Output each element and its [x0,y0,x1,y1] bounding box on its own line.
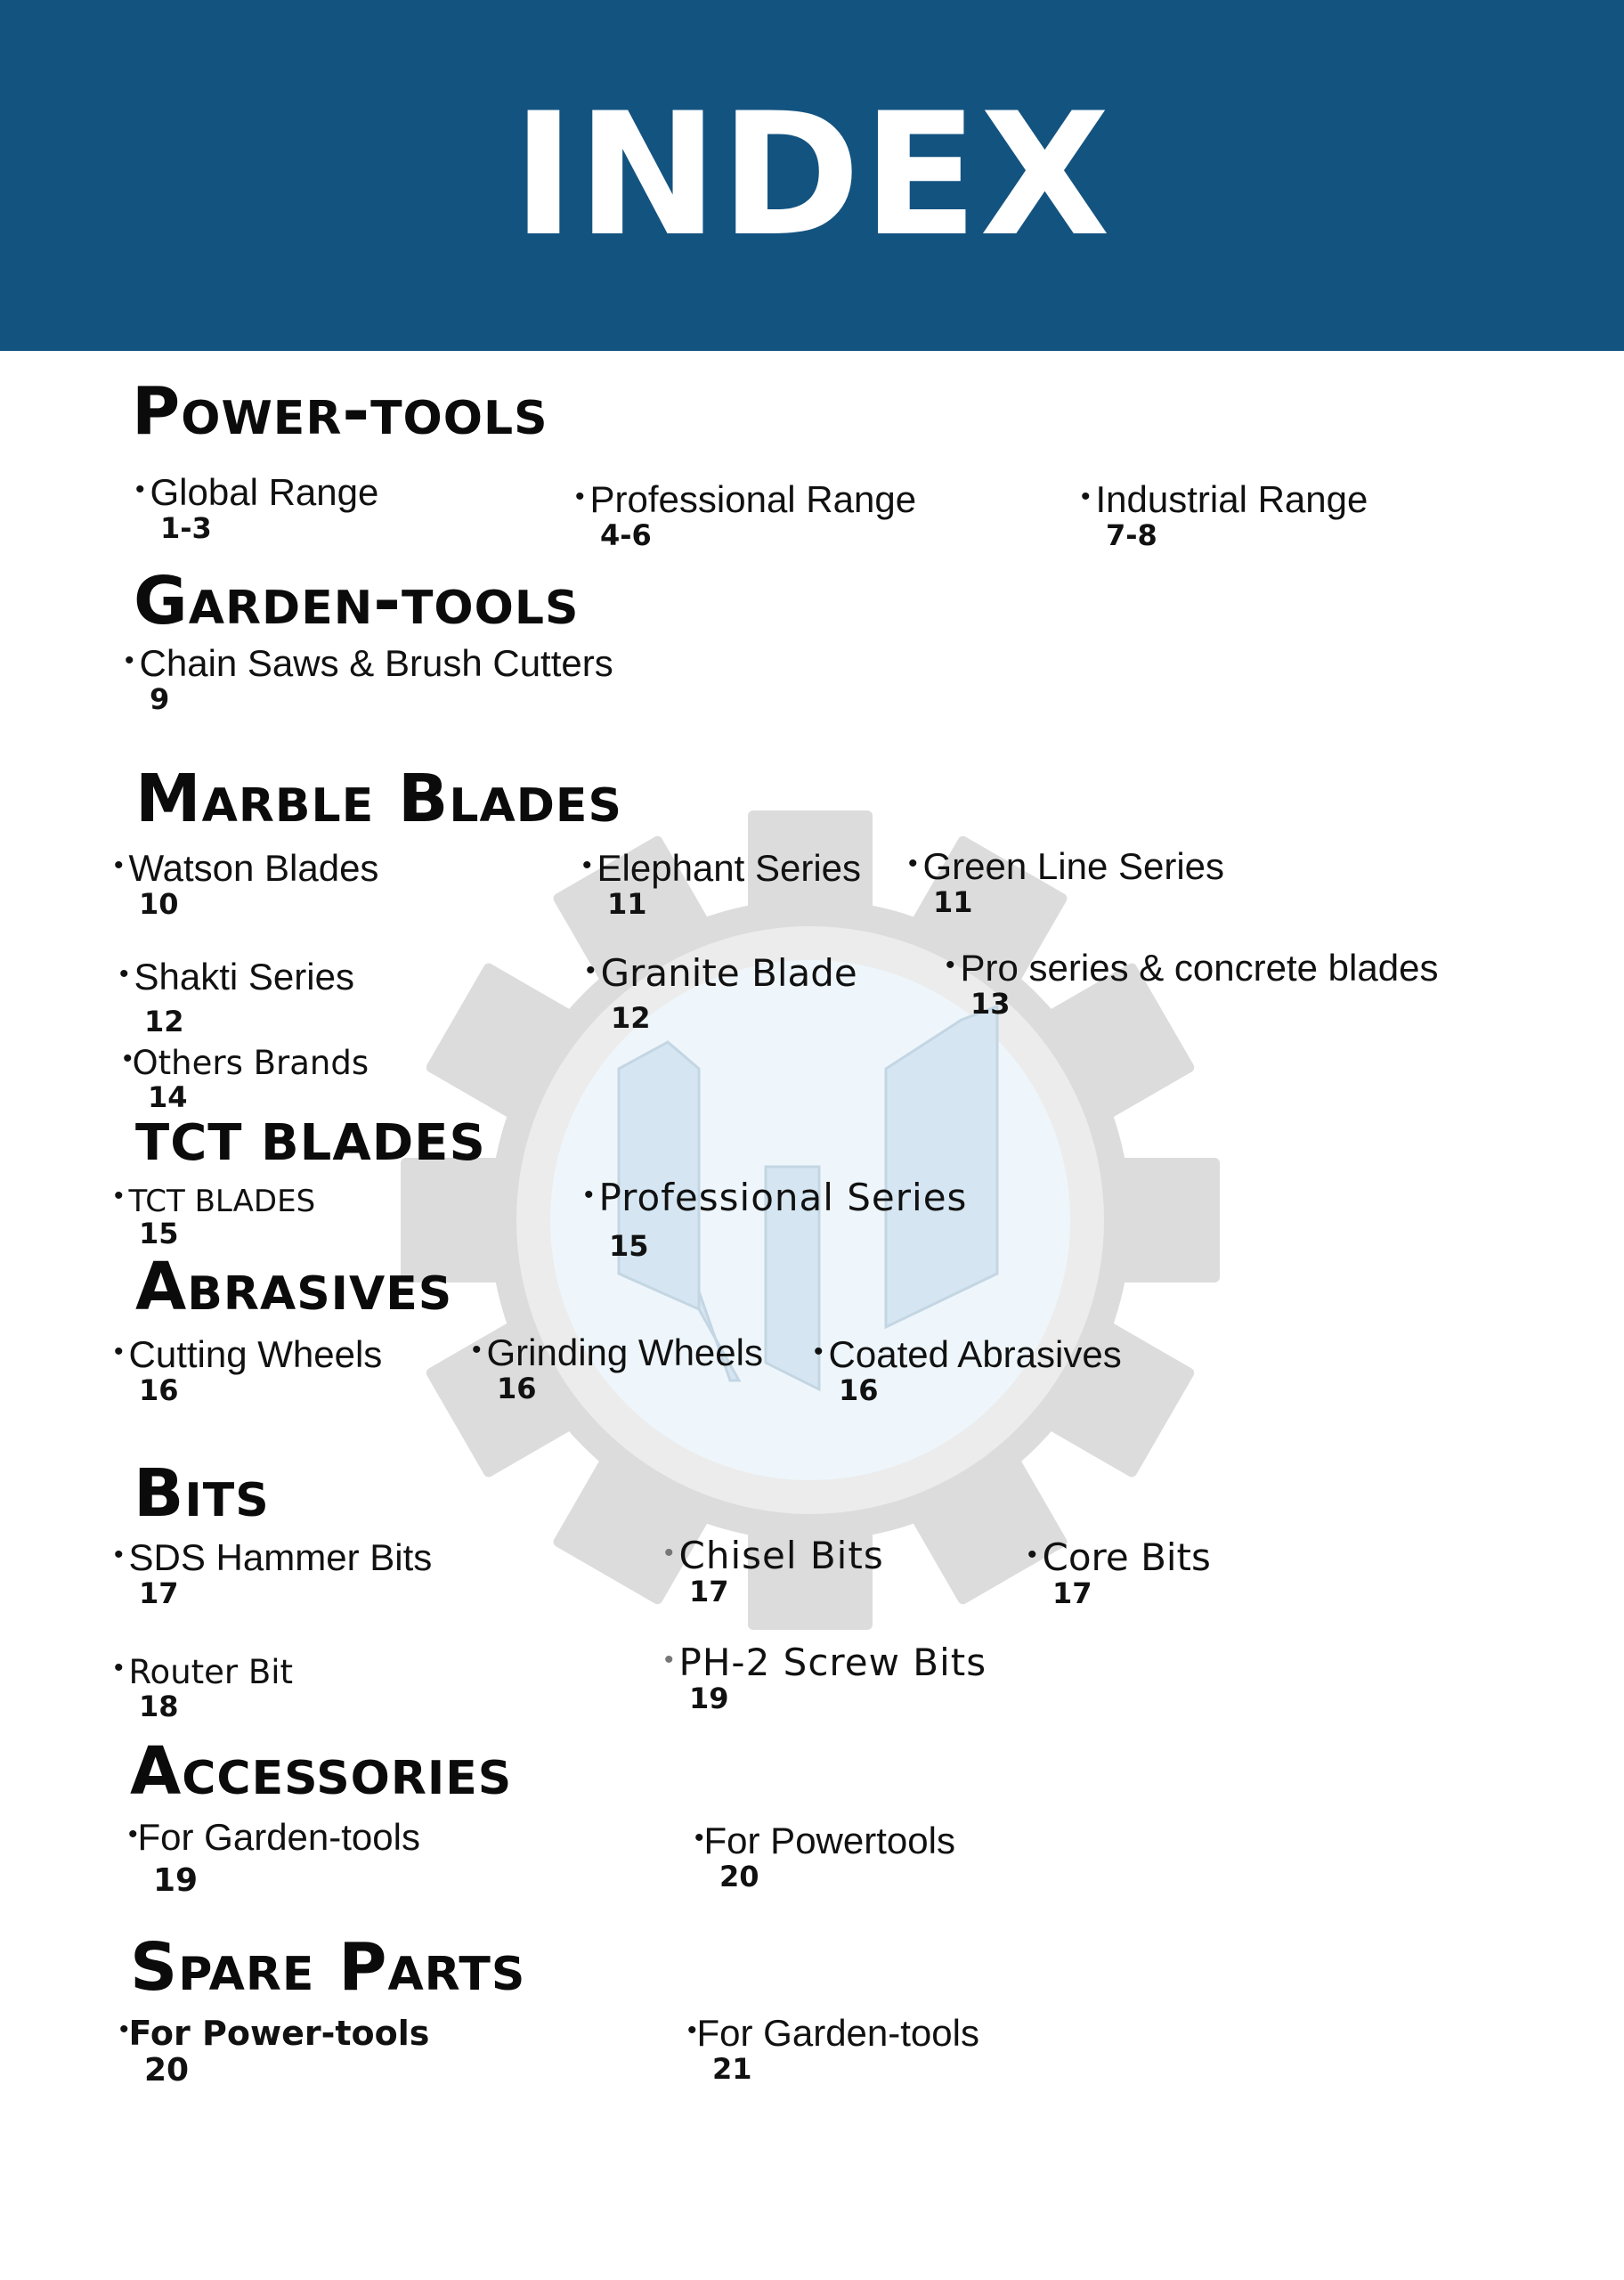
entry-page: 17 [689,1575,729,1609]
index-entry-grinding-wheels[interactable] [472,1332,763,1405]
index-entry-spare-garden-tools[interactable] [687,2013,979,2085]
entry-label: Chisel Bits [678,1534,884,1577]
entry-label: SDS Hammer Bits [128,1536,433,1578]
entry-page: 12 [611,1001,651,1036]
entry-label: Professional Range [589,478,917,520]
entry-page: 17 [1052,1576,1092,1611]
entry-page: 12 [144,1005,184,1039]
header-banner [0,0,1624,351]
index-entry-ph2-screw-bits[interactable] [664,1642,987,1714]
section-heading-bits: Bits [134,1455,270,1532]
bullet: • [575,482,585,511]
index-entry-pro-series[interactable] [946,948,1438,1020]
section-heading-power-tools: Power-tools [132,373,548,450]
entry-label: Industrial Range [1095,478,1368,520]
index-entry-spare-power-tools[interactable] [119,2015,429,2088]
bullet: • [1027,1540,1037,1569]
index-entry-accessories-garden-tools[interactable] [128,1817,420,1899]
bullet: • [114,851,124,880]
entry-page: 16 [839,1373,879,1408]
bullet: • [664,1645,674,1674]
index-entry-professional-series[interactable] [584,1177,967,1262]
entry-page: 14 [148,1079,188,1114]
entry-label: PH-2 Screw Bits [678,1641,987,1684]
entry-page: 21 [712,2052,752,2087]
entry-page: 16 [139,1373,179,1408]
entry-label: For Power-tools [128,2014,430,2053]
index-entry-others-brands[interactable] [123,1044,369,1113]
bullet: • [584,1180,594,1209]
bullet: • [582,851,592,880]
bullet: • [664,1538,674,1568]
entry-label: Global Range [150,471,379,513]
index-entry-elephant-series[interactable] [582,848,861,920]
bullet: • [125,646,134,675]
entry-label: For Powertools [703,1820,955,1861]
entry-page: 4-6 [600,518,652,553]
entry-page: 19 [153,1862,199,1900]
entry-label: Core Bits [1042,1535,1211,1579]
bullet: • [119,2015,129,2044]
bullet: • [114,1653,124,1682]
index-entry-shakti-series[interactable] [119,957,354,1038]
page-title: INDEX [512,77,1112,273]
entry-page: 19 [689,1682,729,1716]
entry-page: 16 [497,1372,537,1406]
bullet: • [135,475,145,504]
index-entry-core-bits[interactable] [1027,1537,1211,1609]
bullet: • [114,1540,124,1569]
index-entry-coated-abrasives[interactable] [814,1334,1122,1406]
index-entry-chisel-bits[interactable] [664,1535,884,1608]
index-entry-accessories-powertools[interactable] [694,1820,955,1893]
entry-page: 9 [150,682,170,717]
section-heading-garden-tools: Garden-tools [134,563,580,639]
entry-label: For Garden-tools [696,2012,979,2054]
section-heading-tct-blades: TCT BLADES [135,1114,486,1172]
index-entry-sds-hammer-bits[interactable] [114,1537,432,1609]
entry-label: Grinding Wheels [486,1331,763,1373]
entry-label: Coated Abrasives [828,1333,1122,1375]
index-entry-router-bit[interactable] [114,1653,293,1722]
bullet: • [1081,482,1091,511]
index-entry-watson-blades[interactable] [114,848,378,920]
index-entry-green-line-series[interactable] [908,846,1224,918]
entry-label: Granite Blade [600,951,857,995]
entry-label: Others Brands [132,1044,369,1082]
entry-page: 1-3 [160,511,212,546]
entry-label: Pro series & concrete blades [960,947,1439,989]
entry-label: TCT BLADES [128,1184,316,1219]
index-entry-professional-range[interactable] [575,479,916,551]
bullet: • [814,1337,824,1366]
bullet: • [694,1823,704,1852]
index-entry-tct-blades[interactable] [114,1181,315,1250]
bullet: • [123,1044,133,1073]
entry-label: Router Bit [128,1653,294,1691]
bullet: • [114,1181,124,1210]
index-entry-chain-saws[interactable] [125,643,613,715]
entry-label: Professional Series [598,1176,968,1219]
bullet: • [114,1337,124,1366]
bullet: • [687,2015,697,2045]
entry-label: Elephant Series [597,847,862,889]
entry-page: 11 [607,887,647,922]
bullet: • [119,959,129,989]
entry-page: 20 [144,2051,190,2089]
bullet: • [472,1335,482,1364]
entry-label: Cutting Wheels [128,1333,383,1375]
entry-label: Chain Saws & Brush Cutters [139,642,613,684]
section-heading-accessories: Accessories [130,1733,513,1810]
section-heading-spare-parts: Spare Parts [130,1929,526,2006]
entry-label: Watson Blades [128,847,379,889]
entry-page: 7-8 [1106,518,1157,553]
index-entry-granite-blade[interactable] [586,953,857,1034]
index-entry-industrial-range[interactable] [1081,479,1368,551]
entry-label: For Garden-tools [137,1816,420,1858]
entry-page: 10 [139,887,179,922]
entry-label: Green Line Series [922,845,1225,887]
index-entry-global-range[interactable] [135,472,378,544]
entry-page: 20 [719,1860,759,1894]
bullet: • [128,1820,138,1849]
index-entry-cutting-wheels[interactable] [114,1334,382,1406]
entry-page: 11 [933,885,973,920]
entry-page: 15 [139,1217,179,1251]
entry-page: 15 [609,1229,649,1264]
entry-page: 17 [139,1576,179,1611]
bullet: • [908,849,918,878]
entry-page: 18 [139,1689,179,1723]
entry-page: 13 [970,987,1011,1022]
section-heading-marble-blades: Marble Blades [135,761,622,837]
entry-label: Shakti Series [134,956,354,998]
bullet: • [946,950,955,980]
section-heading-abrasives: Abrasives [135,1249,453,1325]
bullet: • [586,956,596,985]
